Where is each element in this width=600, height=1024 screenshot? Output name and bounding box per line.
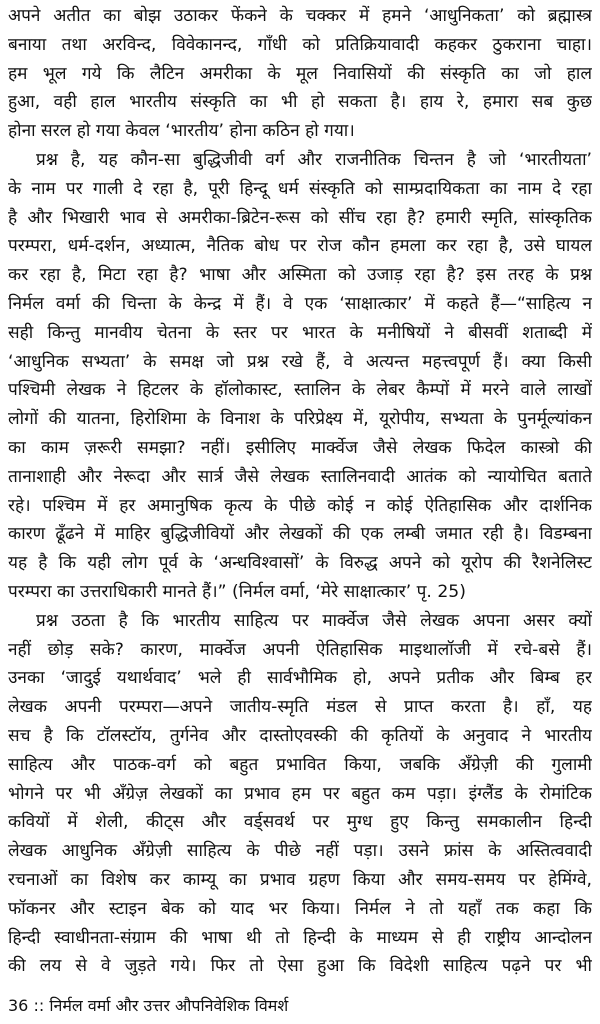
page-footer: 36 :: निर्मल वर्मा और उत्तर औपनिवेशिक विमर्श: [8, 996, 289, 1015]
text-line: लोगों की यातना, हिरोशिमा के विनाश के परिप्रेक्ष्य में, यूरोपीय, सभ्यता के पुनर्मूल्यांकन: [8, 409, 592, 430]
text-line: रहे। पश्चिम में हर अमानुषिक कृत्य के पीछे कोई न कोई ऐतिहासिक और दार्शनिक: [8, 495, 592, 516]
text-line: उनका ‘जादुई यथार्थवाद’ भले ही सार्वभौमिक हो, अपने प्रतीक और बिम्ब हर: [8, 668, 592, 689]
paragraph-1: [8, 2, 592, 146]
text-line: प्रश्न है, यह कौन-सा बुद्धिजीवी वर्ग और राजनीतिक चिन्तन है जो ‘भारतीयता’: [36, 149, 592, 170]
text-line: कर रहा है, मिटा रहा है? भाषा और अस्मिता को उजाड़ रहा है? इस तरह के प्रश्न: [8, 265, 592, 286]
text-line: परम्परा, धर्म-दर्शन, अध्यात्म, नैतिक बोध पर रोज कौन हमला कर रहा है, उसे घायल: [8, 236, 592, 257]
text-line: का काम ज़रूरी समझा? नहीं। इसीलिए मार्क्वेज जैसे लेखक फिदेल कास्त्रो की: [8, 437, 592, 458]
text-line: लेखक आधुनिक अँग्रेज़ी साहित्य के पीछे नहीं पड़ा। उसने फ्रांस के अस्तित्ववादी: [8, 841, 592, 862]
text-line: सही किन्तु मानवीय चेतना के स्तर पर भारत के मनीषियों ने बीसवीं शताब्दी में: [8, 322, 592, 343]
text-line: भोगने पर भी अँग्रेज़ लेखकों का प्रभाव हम पर बहुत कम पड़ा। इंग्लैंड के रोमांटिक: [8, 783, 592, 804]
text-line: निर्मल वर्मा की चिन्ता के केन्द्र में हैं। वे एक ‘साक्षात्कार’ में कहते हैं—“साहित्य न: [8, 293, 592, 314]
text-line: होना सरल हो गया केवल ‘भारतीय’ होना कठिन हो गया।: [8, 121, 355, 142]
text-line: पश्चिमी लेखक ने हिटलर के हॉलोकास्ट, स्तालिन के लेबर कैम्पों में मरने वाले लाखों: [8, 380, 592, 401]
text-line: सच है कि टॉलस्टॉय, तुर्गनेव और दास्तोएवस्की की कृतियों के अनुवाद ने भारतीय: [8, 725, 592, 746]
paragraph-2: [8, 146, 592, 607]
text-line: हुआ, वही हाल भारतीय संस्कृति का भी हो सकता है। हाय रे, हमारा सब कुछ: [8, 92, 592, 113]
text-line: कवियों में शेली, कीट्स और वर्ड्सवर्थ पर मुग्ध हुए किन्तु समकालीन हिन्दी: [8, 812, 592, 833]
text-line: परम्परा का उत्तराधिकारी मानते हैं।” (निर्मल वर्मा, ‘मेरे साक्षात्कार’ पृ. 25): [8, 581, 466, 602]
text-line: हिन्दी स्वाधीनता-संग्राम की भाषा थी तो हिन्दी के माध्यम से ही राष्ट्रीय आन्दोलन: [8, 927, 592, 948]
text-line: हम भूल गये कि लैटिन अमरीका के मूल निवासियों की संस्कृति का जो हाल: [8, 63, 592, 84]
text-line: रचनाओं का विशेष कर काम्यू का प्रभाव ग्रहण किया और समय-समय पर हेमिंग्वे,: [8, 869, 592, 890]
text-line: प्रश्न उठता है कि भारतीय साहित्य पर मार्क्वेज जैसे लेखक अपना असर क्यों: [36, 610, 592, 631]
text-line: साहित्य और पाठक-वर्ग को बहुत प्रभावित किया, जबकि अँग्रेज़ी की गुलामी: [8, 754, 592, 775]
text-line: कारण ढूँढने में माहिर बुद्धिजीवियों और लेखकों की एक लम्बी जमात रही है। विडम्बना: [8, 524, 592, 545]
text-line: बनाया तथा अरविन्द, विवेकानन्द, गाँधी को प्रतिक्रियावादी कहकर ठुकराना चाहा।: [8, 34, 592, 55]
text-line: की लय से वे जुड़ते गये। फिर तो ऐसा हुआ कि विदेशी साहित्य पढ़ने पर भी: [8, 956, 592, 977]
text-line: तानाशाही और नेरूदा और सार्त्र जैसे लेखक स्तालिनवादी आतंक को न्यायोचित बताते: [8, 466, 592, 487]
text-line: के नाम पर गाली दे रहा है, पूरी हिन्दू धर्म संस्कृति को साम्प्रदायिकता का नाम दे रहा: [8, 178, 592, 199]
text-line: फॉकनर और स्टाइन बेक को याद भर किया। निर्मल ने तो यहाँ तक कहा कि: [8, 898, 592, 919]
text-line: अपने अतीत का बोझ उठाकर फेंकने के चक्कर में हमने ‘आधुनिकता’ को ब्रह्मास्त्र: [8, 6, 592, 26]
text-line: लेखक अपनी परम्परा—अपने जातीय-स्मृति मंडल से प्राप्त करता है। हाँ, यह: [8, 697, 592, 718]
text-line: है और भिखारी भाव से अमरीका-ब्रिटेन-रूस को सींच रहा है? हमारी स्मृति, सांस्कृतिक: [8, 207, 592, 228]
text-line: यह है कि यही लोग पूर्व के ‘अन्धविश्वासों’ के विरुद्ध अपने को यूरोप की रैशनेलिस्ट: [8, 553, 592, 574]
text-line: नहीं छोड़ सके? कारण, मार्क्वेज अपनी ऐतिहासिक माइथालॉजी में रचे-बसे हैं।: [8, 639, 592, 660]
text-line: ‘आधुनिक सभ्यता’ के समक्ष जो प्रश्न रखे हैं, वे अत्यन्त महत्त्वपूर्ण हैं। क्या किसी: [8, 351, 592, 372]
paragraph-3: [8, 607, 592, 981]
